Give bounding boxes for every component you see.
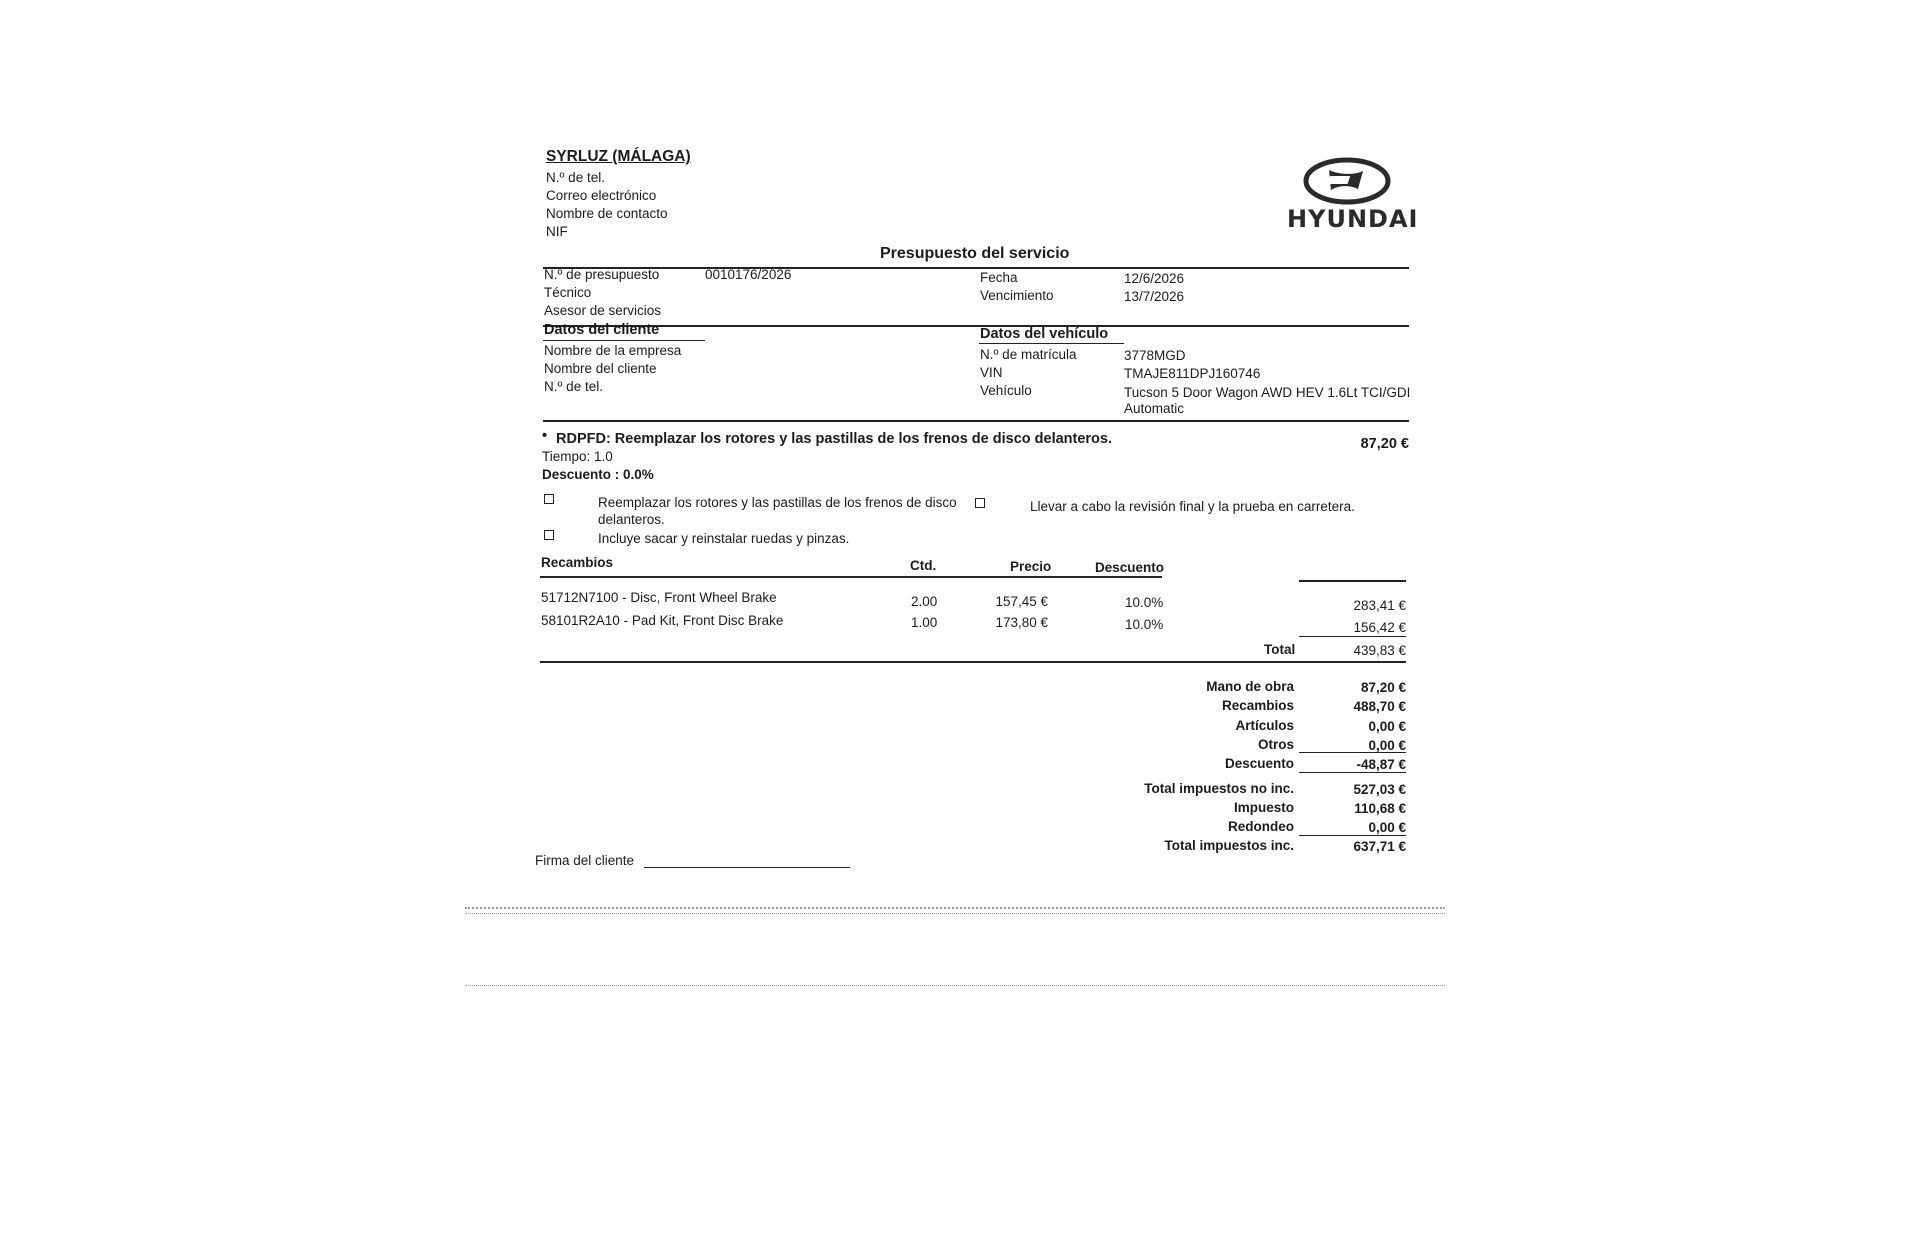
summary-tax-label: Impuesto xyxy=(1233,800,1294,815)
parts-total-column-rule xyxy=(1299,580,1406,582)
task2-text: Incluye sacar y reinstalar ruedas y pinzas. xyxy=(598,531,850,546)
client-heading-underline xyxy=(543,340,705,341)
task1-text-line2: delanteros. xyxy=(598,512,665,527)
part-row1-discount: 10.0% xyxy=(1125,595,1164,610)
summary-others-value: 0,00 € xyxy=(1368,738,1406,753)
scan-artifact-line xyxy=(465,985,1445,986)
parts-total-value: 439,83 € xyxy=(1353,643,1406,658)
date-value: 12/6/2026 xyxy=(1124,271,1185,286)
part-row1-qty: 2.00 xyxy=(911,594,938,609)
parts-header-divider xyxy=(540,576,1162,578)
vin-value: TMAJE811DPJ160746 xyxy=(1124,366,1261,381)
summary-articles-label: Artículos xyxy=(1235,718,1294,733)
hyundai-logo xyxy=(1285,155,1419,235)
parts-header-name: Recambios xyxy=(541,555,614,570)
part-row1-total: 283,41 € xyxy=(1353,598,1406,613)
scan-artifact-line xyxy=(465,913,1445,914)
quote-number-label: N.º de presupuesto xyxy=(544,267,660,282)
plate-label: N.º de matrícula xyxy=(980,347,1077,362)
info-divider xyxy=(543,325,1409,327)
parts-header-discount: Descuento xyxy=(1095,560,1165,575)
scan-artifact-line xyxy=(465,907,1445,909)
summary-subtotal-label: Total impuestos no inc. xyxy=(1144,781,1294,796)
parts-total-label: Total xyxy=(1264,642,1296,657)
task3-checkbox[interactable] xyxy=(975,498,985,508)
summary-subtotal-value: 527,03 € xyxy=(1353,782,1406,797)
summary-parts-label: Recambios xyxy=(1221,698,1294,713)
summary-discount-label: Descuento xyxy=(1224,756,1294,771)
vehicle-heading: Datos del vehículo xyxy=(980,326,1109,342)
part-row1-price: 157,45 € xyxy=(995,594,1048,609)
client-company-label: Nombre de la empresa xyxy=(544,343,682,358)
plate-value: 3778MGD xyxy=(1124,348,1186,363)
due-date-label: Vencimiento xyxy=(980,288,1054,303)
summary-rounding-label: Redondeo xyxy=(1228,819,1294,834)
part-row1-name: 51712N7100 - Disc, Front Wheel Brake xyxy=(541,590,777,605)
signature-label: Firma del cliente xyxy=(535,853,635,868)
company-name: SYRLUZ (MÁLAGA) xyxy=(546,148,691,165)
part-row2-qty: 1.00 xyxy=(911,615,938,630)
summary-articles-value: 0,00 € xyxy=(1368,719,1406,734)
client-phone-label: N.º de tel. xyxy=(544,379,603,394)
company-nif-label: NIF xyxy=(546,224,568,239)
vehicle-label: Vehículo xyxy=(980,383,1032,398)
job-amount: 87,20 € xyxy=(1360,436,1409,452)
summary-rounding-value: 0,00 € xyxy=(1368,820,1406,835)
company-phone-label: N.º de tel. xyxy=(546,170,605,185)
summary-rule-3 xyxy=(1299,835,1406,836)
client-name-label: Nombre del cliente xyxy=(544,361,657,376)
part-row2-name: 58101R2A10 - Pad Kit, Front Disc Brake xyxy=(541,613,784,628)
summary-labor-value: 87,20 € xyxy=(1360,680,1406,695)
summary-grand-total-label: Total impuestos inc. xyxy=(1164,838,1294,853)
job-discount: Descuento : 0.0% xyxy=(542,467,654,482)
job-time: Tiempo: 1.0 xyxy=(542,449,613,464)
task3-text: Llevar a cabo la revisión final y la prueba en carretera. xyxy=(1030,499,1355,514)
vehicle-divider xyxy=(543,420,1409,422)
document-title: Presupuesto del servicio xyxy=(880,245,1070,262)
quote-number-value: 0010176/2026 xyxy=(705,267,792,282)
task2-checkbox[interactable] xyxy=(544,530,554,540)
task1-checkbox[interactable] xyxy=(544,494,554,504)
summary-rule-1 xyxy=(1299,752,1406,753)
part-row2-price: 173,80 € xyxy=(995,615,1048,630)
company-contact-label: Nombre de contacto xyxy=(546,206,668,221)
client-heading: Datos del cliente xyxy=(544,322,660,338)
title-divider xyxy=(543,267,1409,269)
summary-grand-total-value: 637,71 € xyxy=(1353,839,1406,854)
advisor-label: Asesor de servicios xyxy=(544,303,662,318)
vehicle-heading-underline xyxy=(979,343,1124,344)
vin-label: VIN xyxy=(980,365,1003,380)
summary-tax-value: 110,68 € xyxy=(1354,801,1406,816)
hyundai-emblem-icon xyxy=(1285,155,1410,207)
date-label: Fecha xyxy=(980,270,1018,285)
signature-line[interactable] xyxy=(644,867,850,868)
summary-labor-label: Mano de obra xyxy=(1206,679,1294,694)
summary-others-label: Otros xyxy=(1257,737,1294,752)
summary-parts-value: 488,70 € xyxy=(1353,699,1406,714)
part-row2-discount: 10.0% xyxy=(1125,617,1164,632)
job-bullet: • xyxy=(542,428,548,444)
vehicle-transmission: Automatic xyxy=(1124,401,1185,416)
summary-discount-value: -48,87 € xyxy=(1356,757,1406,772)
parts-header-price: Precio xyxy=(1010,559,1052,574)
technician-label: Técnico xyxy=(544,285,592,300)
hyundai-wordmark: HYUNDAI xyxy=(1287,205,1419,233)
parts-header-qty: Ctd. xyxy=(910,558,937,573)
vehicle-value: Tucson 5 Door Wagon AWD HEV 1.6Lt TCI/GDI xyxy=(1124,385,1411,400)
task1-text-line1: Reemplazar los rotores y las pastillas de los frenos de disco xyxy=(598,495,957,510)
parts-section-divider xyxy=(540,661,1406,663)
company-email-label: Correo electrónico xyxy=(546,188,657,203)
part-row2-total: 156,42 € xyxy=(1353,620,1406,635)
parts-total-rule xyxy=(1299,636,1406,637)
job-title: RDPFD: Reemplazar los rotores y las pastillas de los frenos de disco delanteros. xyxy=(556,431,1113,447)
summary-rule-2 xyxy=(1299,772,1406,773)
due-date-value: 13/7/2026 xyxy=(1124,289,1185,304)
